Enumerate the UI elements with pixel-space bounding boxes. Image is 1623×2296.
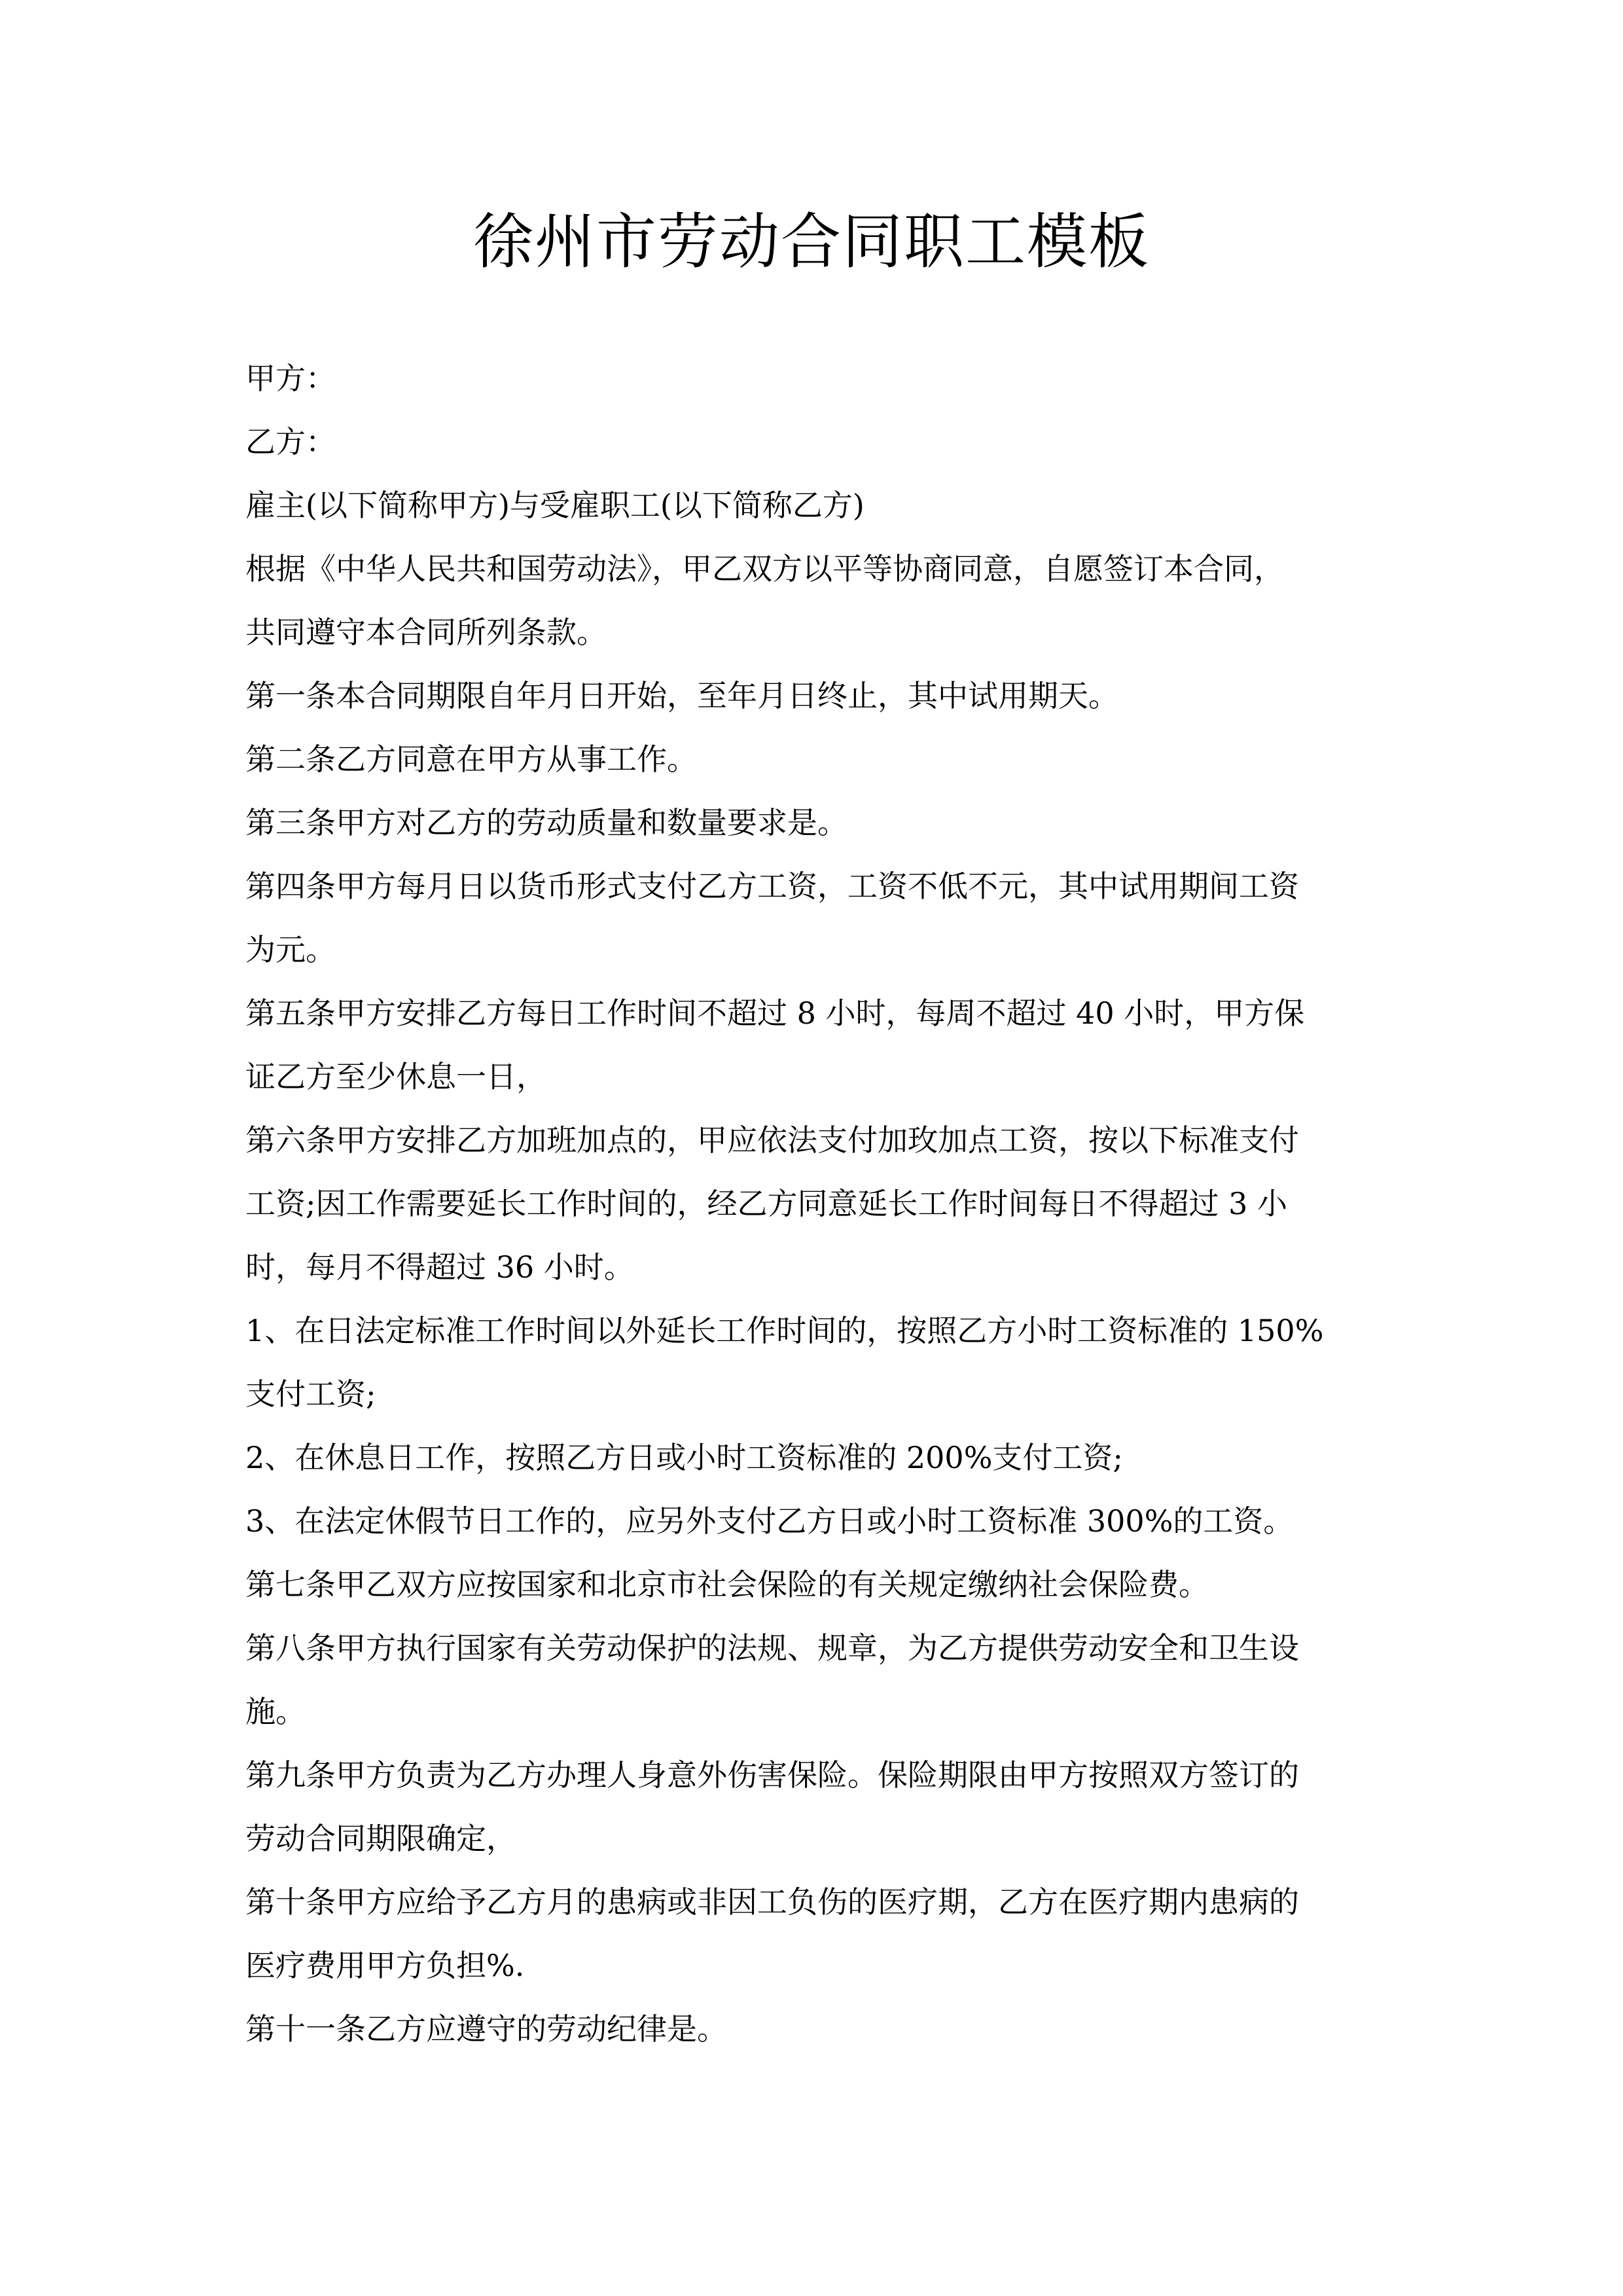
document-body bbox=[245, 347, 1404, 2061]
article-9-line-1: 第九条甲方负责为乙方办理人身意外伤害保险。保险期限由甲方按照双方签订的 bbox=[245, 1757, 1299, 1793]
parties-definition: 雇主(以下简称甲方)与受雇职工(以下简称乙方) bbox=[245, 488, 865, 523]
article-10-line-2: 医疗费用甲方负担%. bbox=[245, 1948, 525, 1983]
article-3: 第三条甲方对乙方的劳动质量和数量要求是。 bbox=[245, 805, 847, 840]
preamble-line-1: 根据《中华人民共和国劳动法》，甲乙双方以平等协商同意，自愿签订本合同， bbox=[245, 551, 1284, 586]
article-11: 第十一条乙方应遵守的劳动纪律是。 bbox=[245, 2011, 727, 2047]
article-10-line-1: 第十条甲方应给予乙方月的患病或非因工负伤的医疗期，乙方在医疗期内患病的 bbox=[245, 1884, 1299, 1920]
overtime-item-3: 3、在法定休假节日工作的，应另外支付乙方日或小时工资标准 300%的工资。 bbox=[245, 1503, 1294, 1539]
article-5-line-1: 第五条甲方安排乙方每日工作时间不超过 8 小时，每周不超过 40 小时，甲方保 bbox=[245, 996, 1305, 1031]
article-5-line-2: 证乙方至少休息一日， bbox=[245, 1059, 546, 1094]
article-9-line-2: 劳动合同期限确定， bbox=[245, 1821, 516, 1856]
article-6-line-3: 时，每月不得超过 36 小时。 bbox=[245, 1249, 634, 1285]
article-4-line-1: 第四条甲方每月日以货币形式支付乙方工资，工资不低不元，其中试用期间工资 bbox=[245, 869, 1299, 904]
article-8-line-1: 第八条甲方执行国家有关劳动保护的法规、规章，为乙方提供劳动安全和卫生设 bbox=[245, 1630, 1299, 1666]
article-7: 第七条甲乙双方应按国家和北京市社会保险的有关规定缴纳社会保险费。 bbox=[245, 1567, 1209, 1602]
article-1: 第一条本合同期限自年月日开始，至年月日终止，其中试用期天。 bbox=[245, 678, 1118, 713]
article-6-line-2: 工资;因工作需要延长工作时间的，经乙方同意延长工作时间每日不得超过 3 小 bbox=[245, 1186, 1288, 1221]
article-8-line-2: 施。 bbox=[245, 1694, 306, 1729]
preamble-line-2: 共同遵守本合同所列条款。 bbox=[245, 615, 607, 650]
party-a-line: 甲方： bbox=[245, 361, 336, 396]
document-title: 徐州市劳动合同职工模板 bbox=[473, 207, 1150, 277]
overtime-item-2: 2、在休息日工作，按照乙方日或小时工资标准的 200%支付工资; bbox=[245, 1440, 1123, 1475]
article-4-line-2: 为元。 bbox=[245, 932, 336, 967]
article-6-line-1: 第六条甲方安排乙方加班加点的，甲应依法支付加玫加点工资，按以下标准支付 bbox=[245, 1122, 1299, 1158]
overtime-item-1-line-1: 1、在日法定标准工作时间以外延长工作时间的，按照乙方小时工资标准的 150% bbox=[245, 1313, 1324, 1348]
article-2: 第二条乙方同意在甲方从事工作。 bbox=[245, 742, 697, 777]
party-b-line: 乙方： bbox=[245, 424, 336, 459]
overtime-item-1-line-2: 支付工资; bbox=[245, 1376, 376, 1412]
